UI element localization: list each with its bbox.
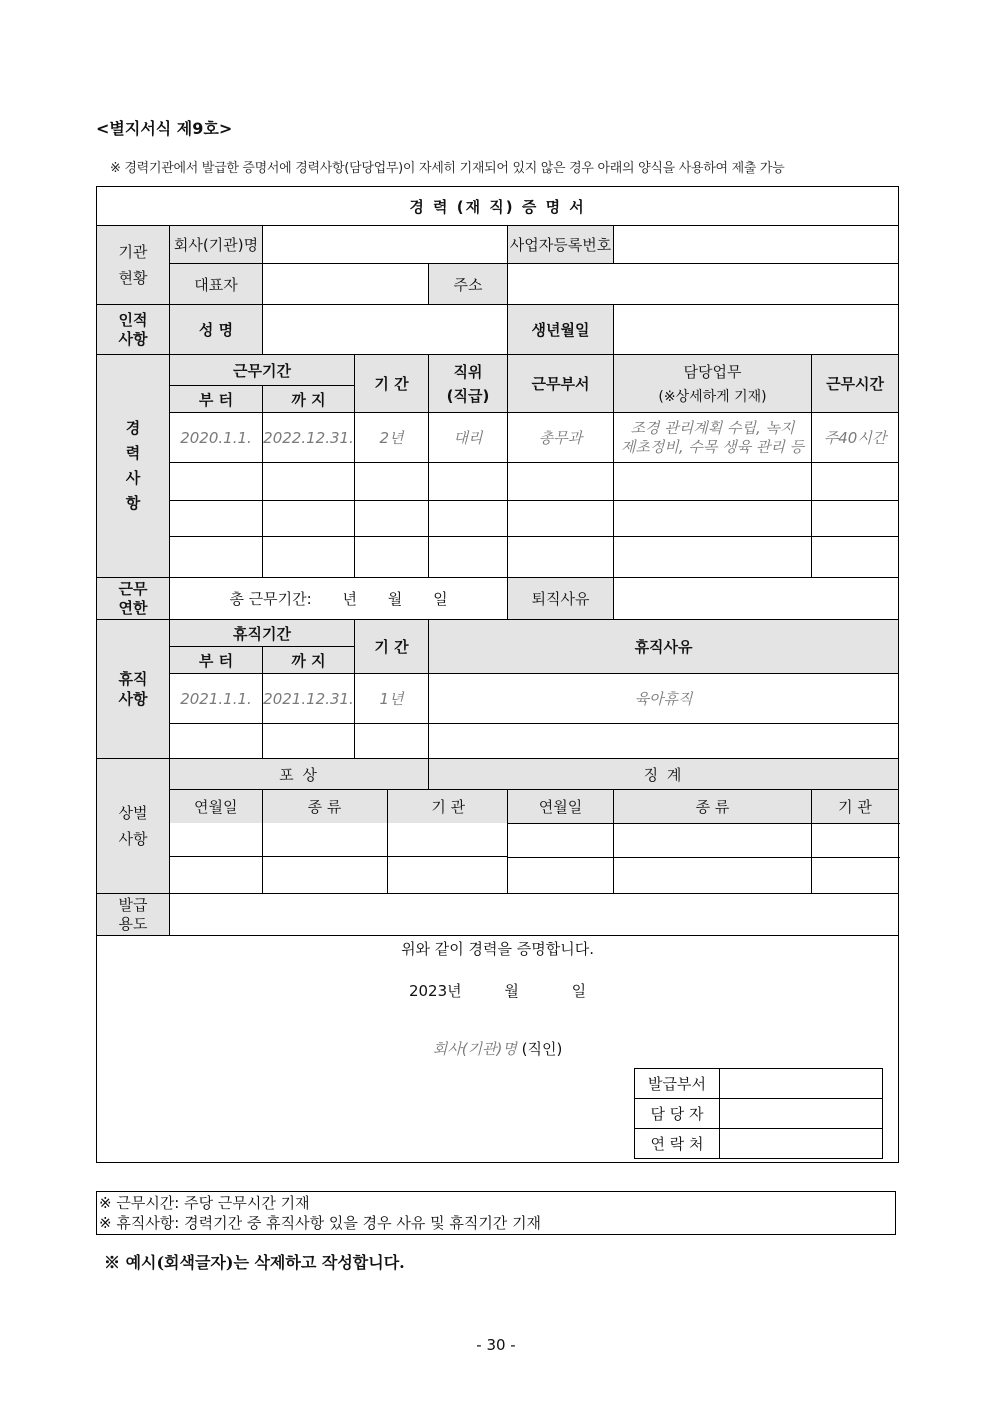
leave-example-to[interactable]: 2021.12.31. — [263, 674, 355, 724]
award-label: 포 상 — [170, 759, 429, 790]
birth-field[interactable] — [614, 305, 899, 355]
career-certificate-form — [96, 186, 899, 1163]
address-label: 주소 — [429, 264, 508, 305]
career-duration-label: 기 간 — [355, 355, 429, 413]
address-field[interactable] — [508, 264, 899, 305]
award-kind-label: 종 류 — [262, 790, 387, 823]
purpose-field[interactable] — [170, 894, 899, 936]
leave-to-label: 까 지 — [263, 647, 355, 674]
page-number: - 30 - — [476, 1336, 516, 1354]
manager-field[interactable] — [720, 1099, 883, 1129]
usage-notice: ※ 경력기관에서 발급한 증명서에 경력사항(담당업무)이 자세히 기재되어 있지 않은 경우 아래의 양식을 사용하여 제출 가능 — [110, 161, 785, 176]
contact-field[interactable] — [720, 1129, 883, 1159]
person-section-label: 인적 사항 — [97, 305, 170, 355]
tenure-section-label: 근무 연한 — [97, 578, 170, 620]
company-name-label: 회사(기관)명 — [170, 226, 263, 264]
career-example-position[interactable]: 대리 — [429, 413, 508, 463]
note-leave: ※ 휴직사항: 경력기간 중 휴직사항 있을 경우 사유 및 휴직기간 기재 — [99, 1214, 542, 1232]
certification-area — [97, 936, 899, 1163]
career-example-to[interactable]: 2022.12.31. — [263, 413, 355, 463]
retire-reason-label: 퇴직사유 — [508, 578, 614, 620]
leave-example-from[interactable]: 2021.1.1. — [170, 674, 263, 724]
career-example-duty[interactable]: 조경 관리계획 수립, 녹지 제초정비, 수목 생육 관리 등 — [614, 413, 812, 463]
career-example-dept[interactable]: 총무과 — [508, 413, 614, 463]
career-from-label: 부 터 — [170, 386, 263, 413]
leave-reason-label: 휴직사유 — [429, 620, 899, 674]
hours-label: 근무시간 — [812, 355, 899, 413]
leave-section-label: 휴직 사항 — [97, 620, 170, 759]
career-period-label: 근무기간 — [170, 355, 355, 386]
reward-section-label: 상벌 사항 — [97, 759, 170, 894]
company-seal-line: 회사(기관)명 (직인) — [432, 1040, 563, 1058]
name-field[interactable] — [263, 305, 508, 355]
reward-row — [97, 857, 899, 894]
company-name-field[interactable] — [263, 226, 508, 264]
retire-reason-field[interactable] — [614, 578, 899, 620]
award-date-label: 연월일 — [170, 790, 262, 823]
career-example-from[interactable]: 2020.1.1. — [170, 413, 263, 463]
leave-example-reason[interactable]: 육아휴직 — [429, 674, 899, 724]
document-title: 경 력 (재 직) 증 명 서 — [97, 187, 899, 226]
career-row — [97, 463, 899, 501]
discipline-org-label: 기 관 — [812, 790, 899, 824]
example-removal-note: ※ 예시(회색글자)는 삭제하고 작성합니다. — [104, 1253, 405, 1272]
note-hours: ※ 근무시간: 주당 근무시간 기재 — [99, 1194, 310, 1212]
issuer-dept-field[interactable] — [720, 1069, 883, 1099]
discipline-label: 징 계 — [429, 759, 899, 790]
reward-row — [97, 823, 899, 857]
issuer-info-table — [634, 1068, 883, 1159]
dept-label: 근무부서 — [508, 355, 614, 413]
leave-from-label: 부 터 — [170, 647, 263, 674]
career-row — [97, 537, 899, 578]
award-org-label: 기 관 — [387, 790, 508, 823]
business-reg-label: 사업자등록번호 — [508, 226, 614, 264]
notes-box — [96, 1191, 896, 1235]
ceo-label: 대표자 — [170, 264, 263, 305]
leave-duration-label: 기 간 — [355, 620, 429, 674]
career-to-label: 까 지 — [263, 386, 355, 413]
total-period-field[interactable]: 총 근무기간: 년 월 일 — [170, 578, 508, 620]
name-label: 성 명 — [170, 305, 263, 355]
issue-date: 2023년 월 일 — [408, 982, 587, 1000]
career-row — [97, 501, 899, 537]
manager-label: 담 당 자 — [635, 1099, 720, 1129]
business-reg-field[interactable] — [614, 226, 899, 264]
leave-row — [97, 724, 899, 759]
career-example-duration[interactable]: 2년 — [355, 413, 429, 463]
org-section-label: 기관 현황 — [97, 226, 170, 305]
leave-period-label: 휴직기간 — [170, 620, 355, 647]
contact-label: 연 락 처 — [635, 1129, 720, 1159]
leave-example-duration[interactable]: 1년 — [355, 674, 429, 724]
certification-statement: 위와 같이 경력을 증명합니다. — [401, 940, 595, 958]
career-example-hours[interactable]: 주40시간 — [812, 413, 899, 463]
ceo-field[interactable] — [263, 264, 429, 305]
issuer-dept-label: 발급부서 — [635, 1069, 720, 1099]
purpose-section-label: 발급 용도 — [97, 894, 170, 936]
discipline-date-label: 연월일 — [508, 790, 614, 824]
duty-label: 담당업무 (※상세하게 기재) — [614, 355, 812, 413]
discipline-kind-label: 종 류 — [614, 790, 812, 824]
birth-label: 생년월일 — [508, 305, 614, 355]
form-number-label: <별지서식 제9호> — [96, 119, 233, 138]
career-section-label: 경 력 사 항 — [97, 355, 170, 578]
position-label: 직위 (직급) — [429, 355, 508, 413]
